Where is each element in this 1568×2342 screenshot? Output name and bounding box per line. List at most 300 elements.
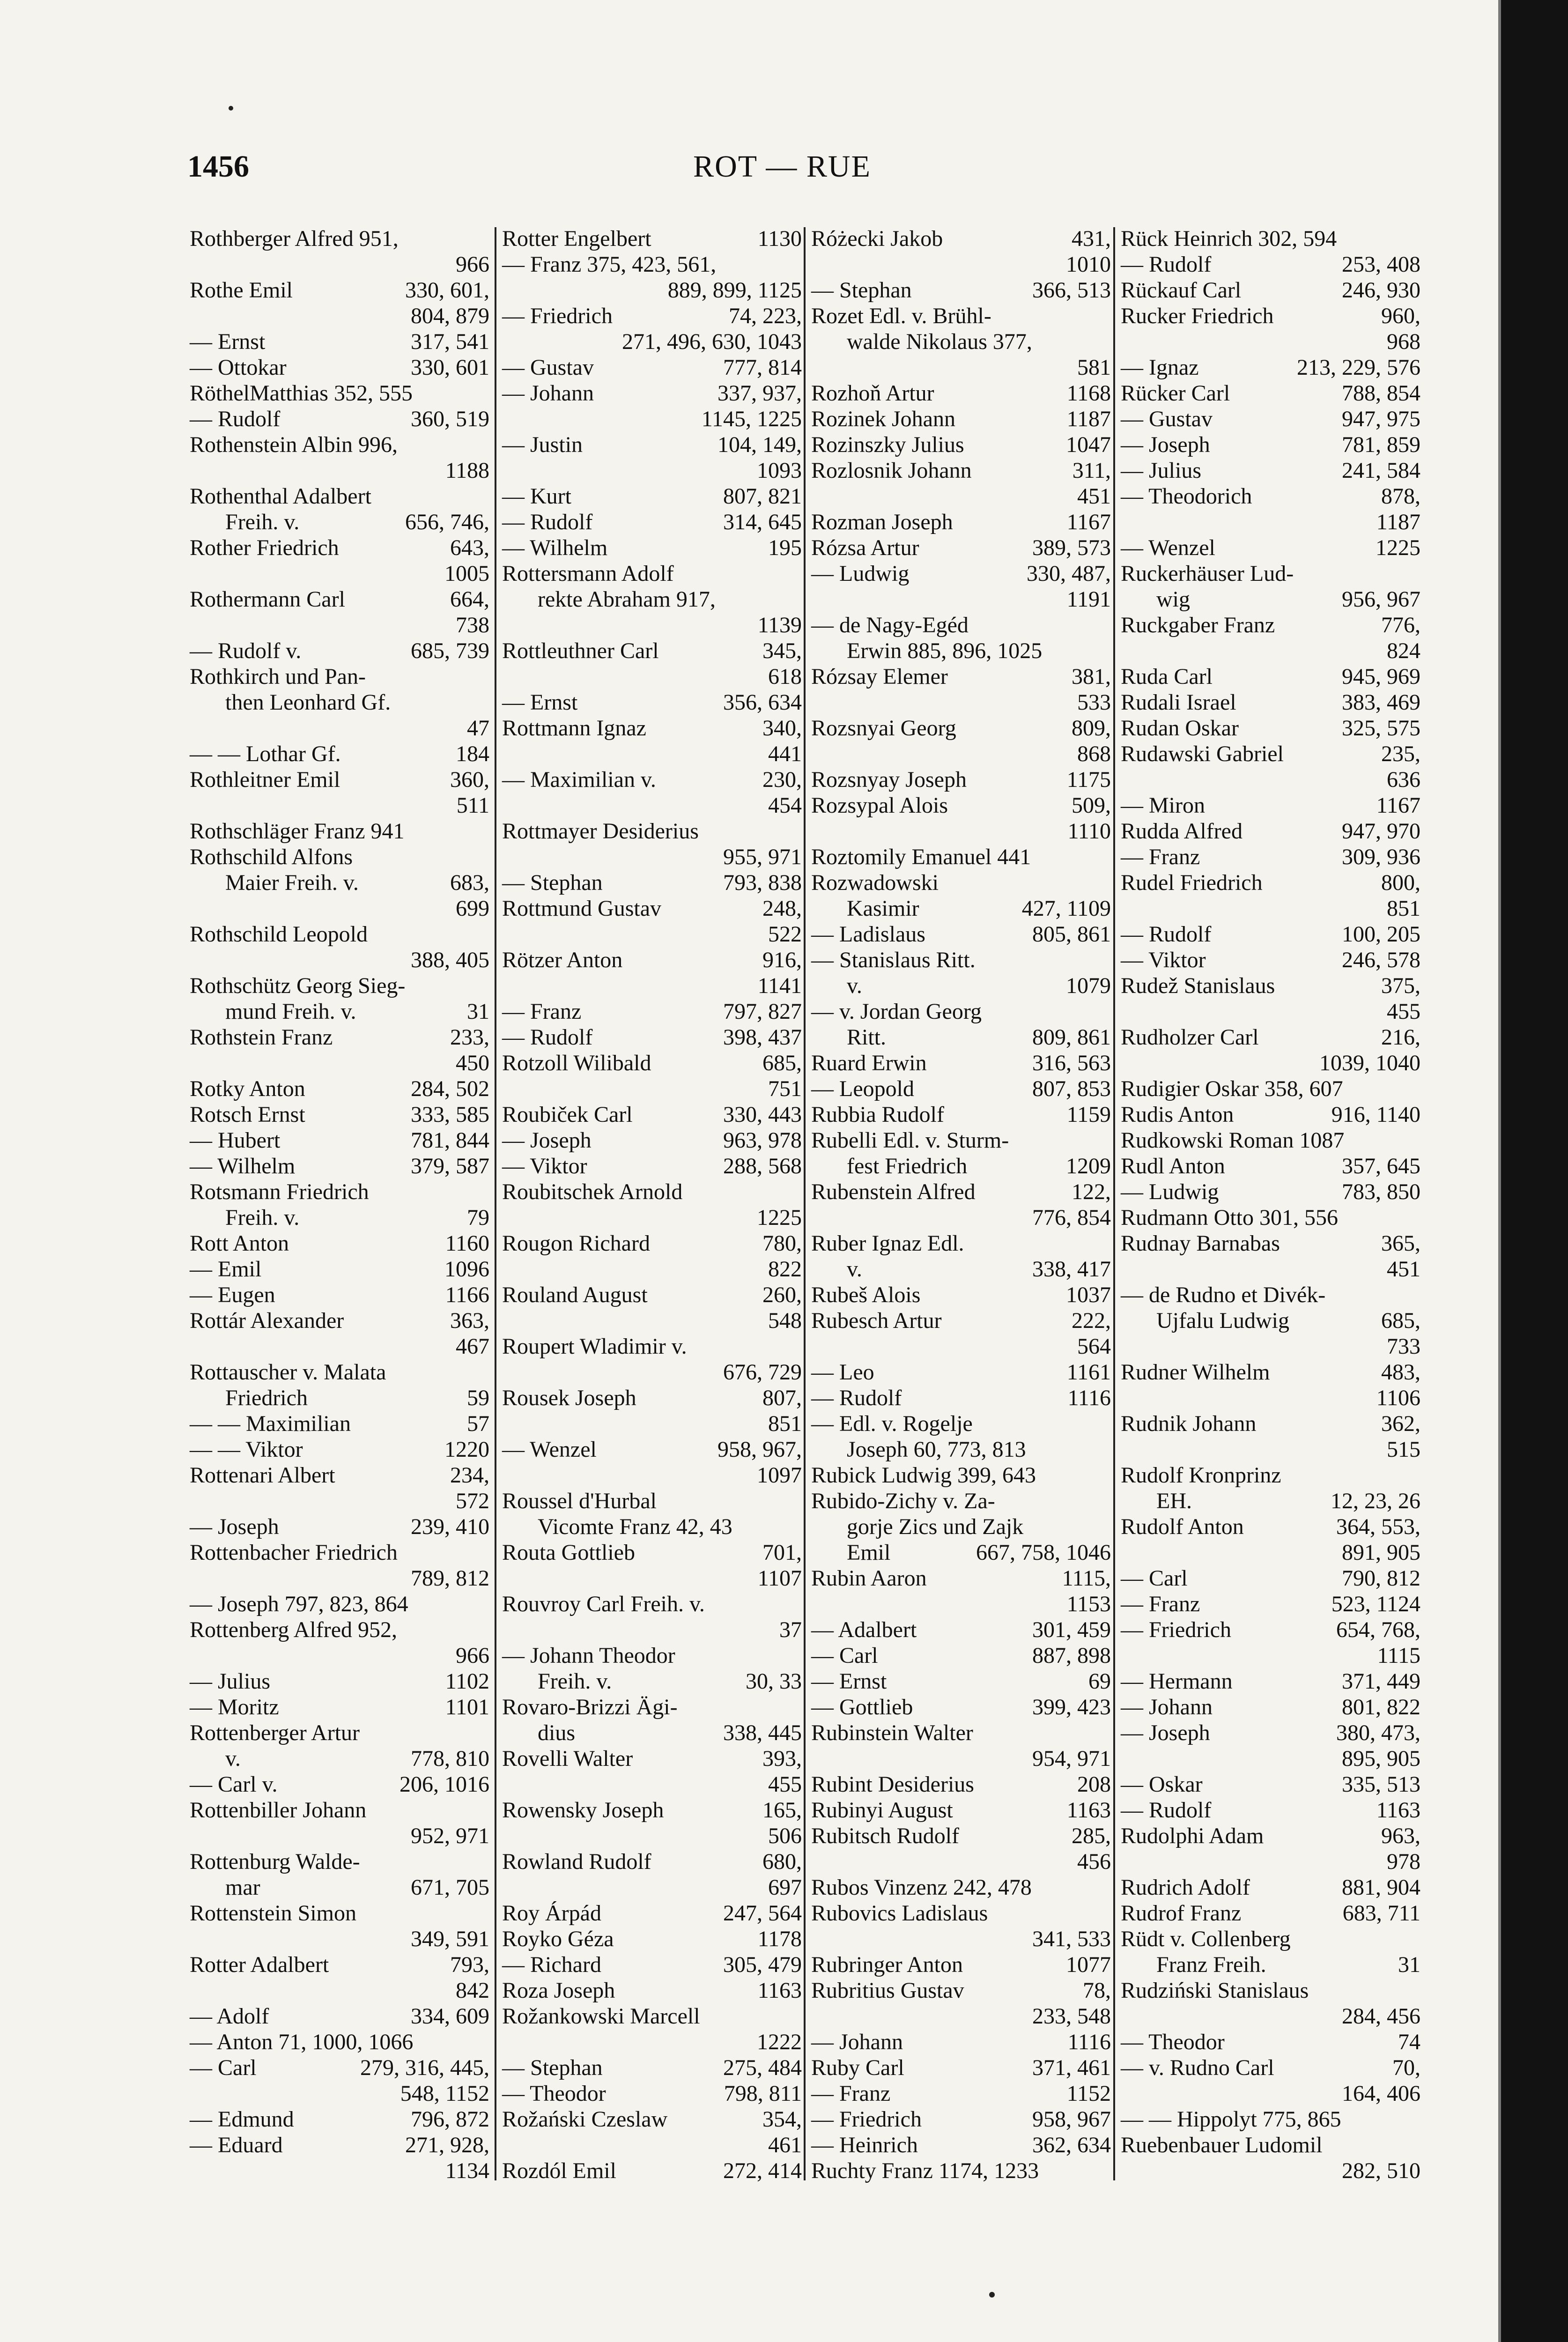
entry-pages: 206, 1016 [399, 1772, 489, 1797]
entry-name: Rothstein Franz [190, 1025, 333, 1050]
entry-pages: 842 [456, 1978, 489, 2003]
index-entry [1121, 1978, 1420, 2003]
entry-name: Maier Freih. v. [225, 870, 359, 895]
index-entry [190, 715, 489, 741]
entry-name: — Theodor [502, 2081, 606, 2106]
entry-name: Rottersmann Adolf [502, 561, 674, 586]
entry-pages: 285, [1072, 1823, 1111, 1848]
index-entry [190, 2158, 489, 2184]
index-entry [1121, 561, 1420, 586]
entry-pages: 360, [450, 767, 489, 792]
index-entry [190, 1978, 489, 2003]
entry-name: Rötzer Anton [502, 948, 623, 972]
entry-name: Rozdól Emil [502, 2158, 616, 2183]
index-entry [1121, 896, 1420, 921]
entry-name: Rothleitner Emil [190, 767, 340, 792]
entry-name: — v. Jordan Georg [811, 999, 982, 1024]
index-entry [502, 303, 802, 329]
index-entry [811, 767, 1111, 793]
entry-pages: 1178 [757, 1927, 802, 1951]
index-entry [1121, 1462, 1420, 1488]
index-entry [811, 1514, 1111, 1540]
entry-pages: 790, 812 [1342, 1566, 1420, 1591]
index-entry [502, 1282, 802, 1308]
index-entry [1121, 1282, 1420, 1308]
entry-pages: 533 [1077, 690, 1111, 715]
entry-name: — Franz [1121, 845, 1200, 869]
index-entry [811, 793, 1111, 818]
column-4 [1121, 226, 1420, 2184]
index-entry [502, 1076, 802, 1102]
entry-pages: 506 [768, 1823, 802, 1848]
entry-name: Rozhoň Artur [811, 381, 934, 406]
entry-name: — Stephan [502, 870, 603, 895]
index-entry [502, 1591, 802, 1617]
index-entry [190, 1668, 489, 1694]
entry-name: — Wilhelm [190, 1154, 296, 1178]
index-entry [190, 1617, 489, 1643]
entry-pages: 380, 473, [1336, 1720, 1420, 1745]
index-entry [811, 1978, 1111, 2003]
entry-name: — Ladislaus [811, 922, 925, 947]
entry-name: Roy Árpád [502, 1901, 601, 1926]
index-entry [502, 226, 802, 252]
entry-pages: 780, [762, 1231, 802, 1256]
entry-pages: 233, 548 [1032, 2004, 1111, 2029]
entry-name: Rudl Anton [1121, 1154, 1225, 1178]
entry-name: — de Rudno et Divék- [1121, 1282, 1326, 1307]
entry-name: — Franz 375, 423, 561, [502, 252, 717, 277]
entry-name: Rudrich Adolf [1121, 1875, 1250, 1900]
entry-pages: 945, 969 [1342, 664, 1420, 689]
entry-pages: 241, 584 [1342, 458, 1420, 483]
entry-pages: 31 [1398, 1952, 1420, 1977]
index-entry [502, 329, 802, 355]
entry-pages: 216, [1381, 1025, 1420, 1050]
index-entry [1121, 2003, 1420, 2029]
index-entry [502, 1952, 802, 1978]
entry-name: Rozsypal Alois [811, 793, 948, 818]
entry-pages: 235, [1381, 741, 1420, 766]
entry-pages: 383, 469 [1342, 690, 1420, 715]
entry-name: — Adalbert [811, 1617, 917, 1642]
entry-name: — Hubert [190, 1128, 281, 1153]
index-entry [1121, 1256, 1420, 1282]
entry-name: Rubos Vinzenz 242, 478 [811, 1875, 1032, 1900]
index-entry [1121, 406, 1420, 432]
index-entry [190, 689, 489, 715]
entry-name: Rubeš Alois [811, 1282, 921, 1307]
index-entry [1121, 355, 1420, 380]
entry-pages: 954, 971 [1032, 1746, 1111, 1771]
entry-pages: 354, [762, 2107, 802, 2132]
entry-pages: 366, 513 [1032, 278, 1111, 303]
entry-pages: 31 [467, 999, 489, 1024]
entry-pages: 1102 [445, 1669, 489, 1694]
entry-name: Ujfalu Ludwig [1156, 1308, 1289, 1333]
index-entry [190, 1256, 489, 1282]
entry-pages: 122, [1072, 1179, 1111, 1204]
entry-name: Rožankowski Marcell [502, 2004, 700, 2029]
entry-name: Erwin 885, 896, 1025 [847, 638, 1043, 663]
entry-name: Kasimir [847, 896, 919, 921]
entry-name: — Johann Theodor [502, 1643, 675, 1668]
entry-name: Rubritius Gustav [811, 1978, 964, 2003]
entry-pages: 284, 502 [411, 1076, 489, 1101]
index-entry [502, 1617, 802, 1643]
index-entry [502, 1462, 802, 1488]
entry-name: Roubiček Carl [502, 1102, 633, 1127]
index-entry [811, 1668, 1111, 1694]
index-entry [811, 1797, 1111, 1823]
index-entry [811, 1205, 1111, 1230]
index-entry [1121, 1617, 1420, 1643]
entry-name: — Ludwig [1121, 1179, 1219, 1204]
entry-name: Vicomte Franz 42, 43 [538, 1514, 732, 1539]
entry-name: Rovelli Walter [502, 1746, 633, 1771]
entry-pages: 47 [467, 716, 489, 741]
index-entry [502, 1565, 802, 1591]
entry-name: Rothschläger Franz 941 [190, 819, 405, 844]
entry-pages: 441 [768, 741, 802, 766]
entry-pages: 564 [1077, 1334, 1111, 1359]
entry-name: Rougon Richard [502, 1231, 650, 1256]
column-rule [495, 227, 496, 2180]
index-entry [190, 1462, 489, 1488]
entry-name: Rotter Engelbert [502, 226, 651, 251]
index-entry [190, 1102, 489, 1127]
index-entry [502, 1385, 802, 1411]
index-entry [811, 432, 1111, 458]
entry-name: Freih. v. [225, 1205, 300, 1230]
index-entry [811, 1359, 1111, 1385]
entry-pages: 365, [1381, 1231, 1420, 1256]
entry-name: Rottenburg Walde- [190, 1849, 360, 1874]
index-entry [811, 1746, 1111, 1771]
entry-pages: 1163 [757, 1978, 802, 2003]
index-entry [190, 406, 489, 432]
index-entry [811, 2132, 1111, 2158]
index-entry [811, 612, 1111, 638]
entry-name: Rotsch Ernst [190, 1102, 305, 1127]
entry-name: — Emil [190, 1257, 262, 1282]
entry-pages: 1188 [445, 458, 489, 483]
index-entry [811, 1643, 1111, 1668]
index-entry [811, 1024, 1111, 1050]
entry-pages: 381, [1072, 664, 1111, 689]
entry-name: — Justin [502, 432, 583, 457]
entry-name: Rothschild Leopold [190, 922, 368, 947]
entry-name: Rudawski Gabriel [1121, 741, 1284, 766]
entry-pages: 1163 [1376, 1798, 1420, 1823]
entry-name: Rubin Aaron [811, 1566, 927, 1591]
entry-pages: 671, 705 [411, 1875, 489, 1900]
column-1 [190, 226, 489, 2184]
index-entry [190, 1127, 489, 1153]
entry-name: — Joseph [1121, 432, 1210, 457]
entry-name: — Carl v. [190, 1772, 278, 1797]
index-entry [190, 535, 489, 561]
entry-name: — Rudolf v. [190, 638, 302, 663]
entry-pages: 868 [1077, 741, 1111, 766]
entry-pages: 260, [762, 1282, 802, 1307]
index-entry [811, 2081, 1111, 2106]
entry-pages: 451 [1387, 1257, 1420, 1282]
index-entry [502, 1102, 802, 1127]
entry-pages: 966 [456, 1643, 489, 1668]
index-entry [811, 689, 1111, 715]
index-entry [502, 1900, 802, 1926]
entry-name: Rozsnyai Georg [811, 716, 956, 741]
index-entry [502, 1849, 802, 1875]
entry-name: — Franz [1121, 1592, 1200, 1616]
entry-pages: 233, [450, 1025, 489, 1050]
index-entry [190, 1720, 489, 1746]
entry-name: Rückauf Carl [1121, 278, 1242, 303]
index-entry [811, 1720, 1111, 1746]
entry-name: — Rudolf [1121, 252, 1212, 277]
index-entry [502, 509, 802, 535]
entry-name: Joseph 60, 773, 813 [847, 1437, 1026, 1462]
entry-pages: 878, [1381, 484, 1420, 509]
index-entry [811, 1153, 1111, 1179]
index-entry [190, 1282, 489, 1308]
entry-pages: 275, 484 [723, 2055, 802, 2080]
entry-pages: 317, 541 [411, 329, 489, 354]
index-entry [811, 1411, 1111, 1437]
entry-pages: 798, 811 [724, 2081, 802, 2106]
index-entry [190, 509, 489, 535]
entry-name: — Ernst [190, 329, 266, 354]
entry-pages: 793, 838 [723, 870, 802, 895]
index-entry [502, 2029, 802, 2055]
index-entry [502, 921, 802, 947]
index-entry [1121, 1230, 1420, 1256]
index-entry [502, 870, 802, 896]
index-entry [502, 793, 802, 818]
index-entry [502, 999, 802, 1024]
entry-pages: 1047 [1066, 432, 1111, 457]
entry-pages: 284, 456 [1342, 2004, 1420, 2029]
entry-name: Rubbia Rudolf [811, 1102, 944, 1127]
entry-name: Rottenberg Alfred 952, [190, 1617, 398, 1642]
entry-name: — Julius [1121, 458, 1202, 483]
entry-name: Rudež Stanislaus [1121, 973, 1275, 998]
entry-name: Rothschild Alfons [190, 845, 353, 869]
index-entry [1121, 1875, 1420, 1900]
entry-pages: 509, [1072, 793, 1111, 818]
entry-name: — Rudolf [1121, 922, 1212, 947]
entry-pages: 776, [1381, 613, 1420, 637]
index-entry [1121, 535, 1420, 561]
entry-name: Rubido-Zichy v. Za- [811, 1489, 995, 1513]
index-entry [190, 870, 489, 896]
entry-name: — Ignaz [1121, 355, 1199, 380]
entry-name: Ruda Carl [1121, 664, 1213, 689]
entry-pages: 793, [450, 1952, 489, 1977]
entry-pages: 656, 746, [405, 510, 489, 534]
entry-pages: 70, [1392, 2055, 1420, 2080]
index-entry [1121, 921, 1420, 947]
index-entry [502, 689, 802, 715]
entry-name: — Viktor [1121, 948, 1206, 972]
index-entry [502, 2106, 802, 2132]
entry-name: Rudholzer Carl [1121, 1025, 1259, 1050]
index-entry [1121, 741, 1420, 767]
entry-pages: 889, 899, 1125 [667, 278, 802, 303]
entry-pages: 618 [768, 664, 802, 689]
entry-name: Rudel Friedrich [1121, 870, 1263, 895]
entry-name: — Carl [1121, 1566, 1188, 1591]
index-entry [502, 741, 802, 767]
index-entry [1121, 715, 1420, 741]
index-entry [811, 1488, 1111, 1514]
entry-pages: 1005 [444, 561, 489, 586]
entry-name: — Rudolf [502, 1025, 593, 1050]
entry-name: Ruckgaber Franz [1121, 613, 1275, 637]
entry-pages: 1187 [1376, 510, 1420, 534]
entry-name: — Richard [502, 1952, 601, 1977]
entry-name: Rubint Desiderius [811, 1772, 974, 1797]
index-entry [190, 483, 489, 509]
entry-pages: 800, [1381, 870, 1420, 895]
column-rule [804, 227, 806, 2180]
entry-name: Rubovics Ladislaus [811, 1901, 988, 1926]
index-entry [190, 432, 489, 458]
index-entry [502, 1797, 802, 1823]
entry-pages: 455 [1387, 999, 1420, 1024]
entry-pages: 301, 459 [1032, 1617, 1111, 1642]
index-entry [811, 1462, 1111, 1488]
index-entry [1121, 2055, 1420, 2081]
index-entry [502, 896, 802, 921]
entry-pages: 733 [1387, 1334, 1420, 1359]
index-entry [190, 741, 489, 767]
index-entry [811, 1591, 1111, 1617]
entry-pages: 454 [768, 793, 802, 818]
entry-name: Ruebenbauer Ludomil [1121, 2133, 1323, 2157]
entry-name: Rudda Alfred [1121, 819, 1243, 844]
index-entry [1121, 1153, 1420, 1179]
entry-pages: 388, 405 [411, 948, 489, 972]
entry-name: Roussel d'Hurbal [502, 1489, 657, 1513]
index-entry [811, 947, 1111, 973]
index-entry [502, 1720, 802, 1746]
entry-pages: 309, 936 [1342, 845, 1420, 869]
entry-name: Rotky Anton [190, 1076, 305, 1101]
entry-pages: 164, 406 [1342, 2081, 1420, 2106]
index-entry [811, 999, 1111, 1024]
entry-pages: 363, [450, 1308, 489, 1333]
entry-pages: 685, 739 [411, 638, 489, 663]
index-entry [811, 1179, 1111, 1205]
index-entry [190, 664, 489, 689]
entry-pages: 1077 [1066, 1952, 1111, 1977]
index-entry [811, 1076, 1111, 1102]
index-entry [190, 1591, 489, 1617]
index-entry [190, 252, 489, 277]
entry-pages: 184 [456, 741, 489, 766]
entry-name: Rozsnyay Joseph [811, 767, 967, 792]
index-entry [1121, 1668, 1420, 1694]
entry-name: Rožański Czeslaw [502, 2107, 668, 2132]
index-entry [190, 1540, 489, 1565]
entry-pages: 511 [456, 793, 489, 818]
index-entry [811, 509, 1111, 535]
entry-name: — Theodor [1121, 2030, 1225, 2054]
index-entry [1121, 458, 1420, 483]
entry-name: Roztomily Emanuel 441 [811, 845, 1031, 869]
index-entry [190, 896, 489, 921]
entry-name: EH. [1156, 1489, 1192, 1513]
entry-pages: 30, 33 [746, 1669, 802, 1694]
entry-pages: 362, [1381, 1411, 1420, 1436]
entry-pages: 1145, 1225 [701, 407, 802, 431]
entry-pages: 1168 [1066, 381, 1111, 406]
entry-name: — Julius [190, 1669, 271, 1694]
entry-pages: 1225 [757, 1205, 802, 1230]
entry-pages: 360, 519 [411, 407, 489, 431]
entry-name: — de Nagy-Egéd [811, 613, 969, 637]
index-entry [811, 226, 1111, 252]
index-entry [811, 329, 1111, 355]
entry-name: — Stephan [502, 2055, 603, 2080]
entry-name: Freih. v. [225, 510, 300, 534]
entry-pages: 891, 905 [1342, 1540, 1420, 1565]
entry-name: Rudolphi Adam [1121, 1823, 1264, 1848]
index-entry [811, 1127, 1111, 1153]
entry-name: Roza Joseph [502, 1978, 615, 2003]
entry-pages: 572 [456, 1489, 489, 1513]
entry-pages: 222, [1072, 1308, 1111, 1333]
index-entry [1121, 1643, 1420, 1668]
index-entry [190, 638, 489, 664]
entry-name: — Rudolf [190, 407, 281, 431]
index-entry [502, 638, 802, 664]
entry-pages: 467 [456, 1334, 489, 1359]
entry-pages: 248, [762, 896, 802, 921]
entry-pages: 1101 [445, 1695, 489, 1719]
entry-pages: 796, 872 [411, 2107, 489, 2132]
index-entry [190, 1952, 489, 1978]
index-entry [502, 818, 802, 844]
index-entry [1121, 2106, 1420, 2132]
entry-pages: 59 [467, 1386, 489, 1410]
entry-pages: 311, [1072, 458, 1111, 483]
entry-pages: 341, 533 [1032, 1927, 1111, 1951]
entry-pages: 966 [456, 252, 489, 277]
entry-pages: 916, [762, 948, 802, 972]
entry-pages: 362, 634 [1032, 2133, 1111, 2157]
entry-pages: 100, 205 [1342, 922, 1420, 947]
entry-name: — Kurt [502, 484, 571, 509]
entry-name: Rothschütz Georg Sieg- [190, 973, 406, 998]
entry-pages: 246, 578 [1342, 948, 1420, 972]
index-entry [190, 226, 489, 252]
entry-name: — Edl. v. Rogelje [811, 1411, 973, 1436]
index-entry [1121, 1720, 1420, 1746]
entry-pages: 1141 [757, 973, 802, 998]
entry-pages: 548 [768, 1308, 802, 1333]
entry-name: — Oskar [1121, 1772, 1203, 1797]
entry-name: Ruard Erwin [811, 1051, 927, 1075]
index-entry [190, 1746, 489, 1771]
entry-name: — Moritz [190, 1695, 279, 1719]
entry-pages: 667, 758, 1046 [976, 1540, 1111, 1565]
index-entry [502, 1823, 802, 1849]
entry-name: RöthelMatthias 352, 555 [190, 381, 413, 406]
entry-name: Rudkowski Roman 1087 [1121, 1128, 1345, 1153]
